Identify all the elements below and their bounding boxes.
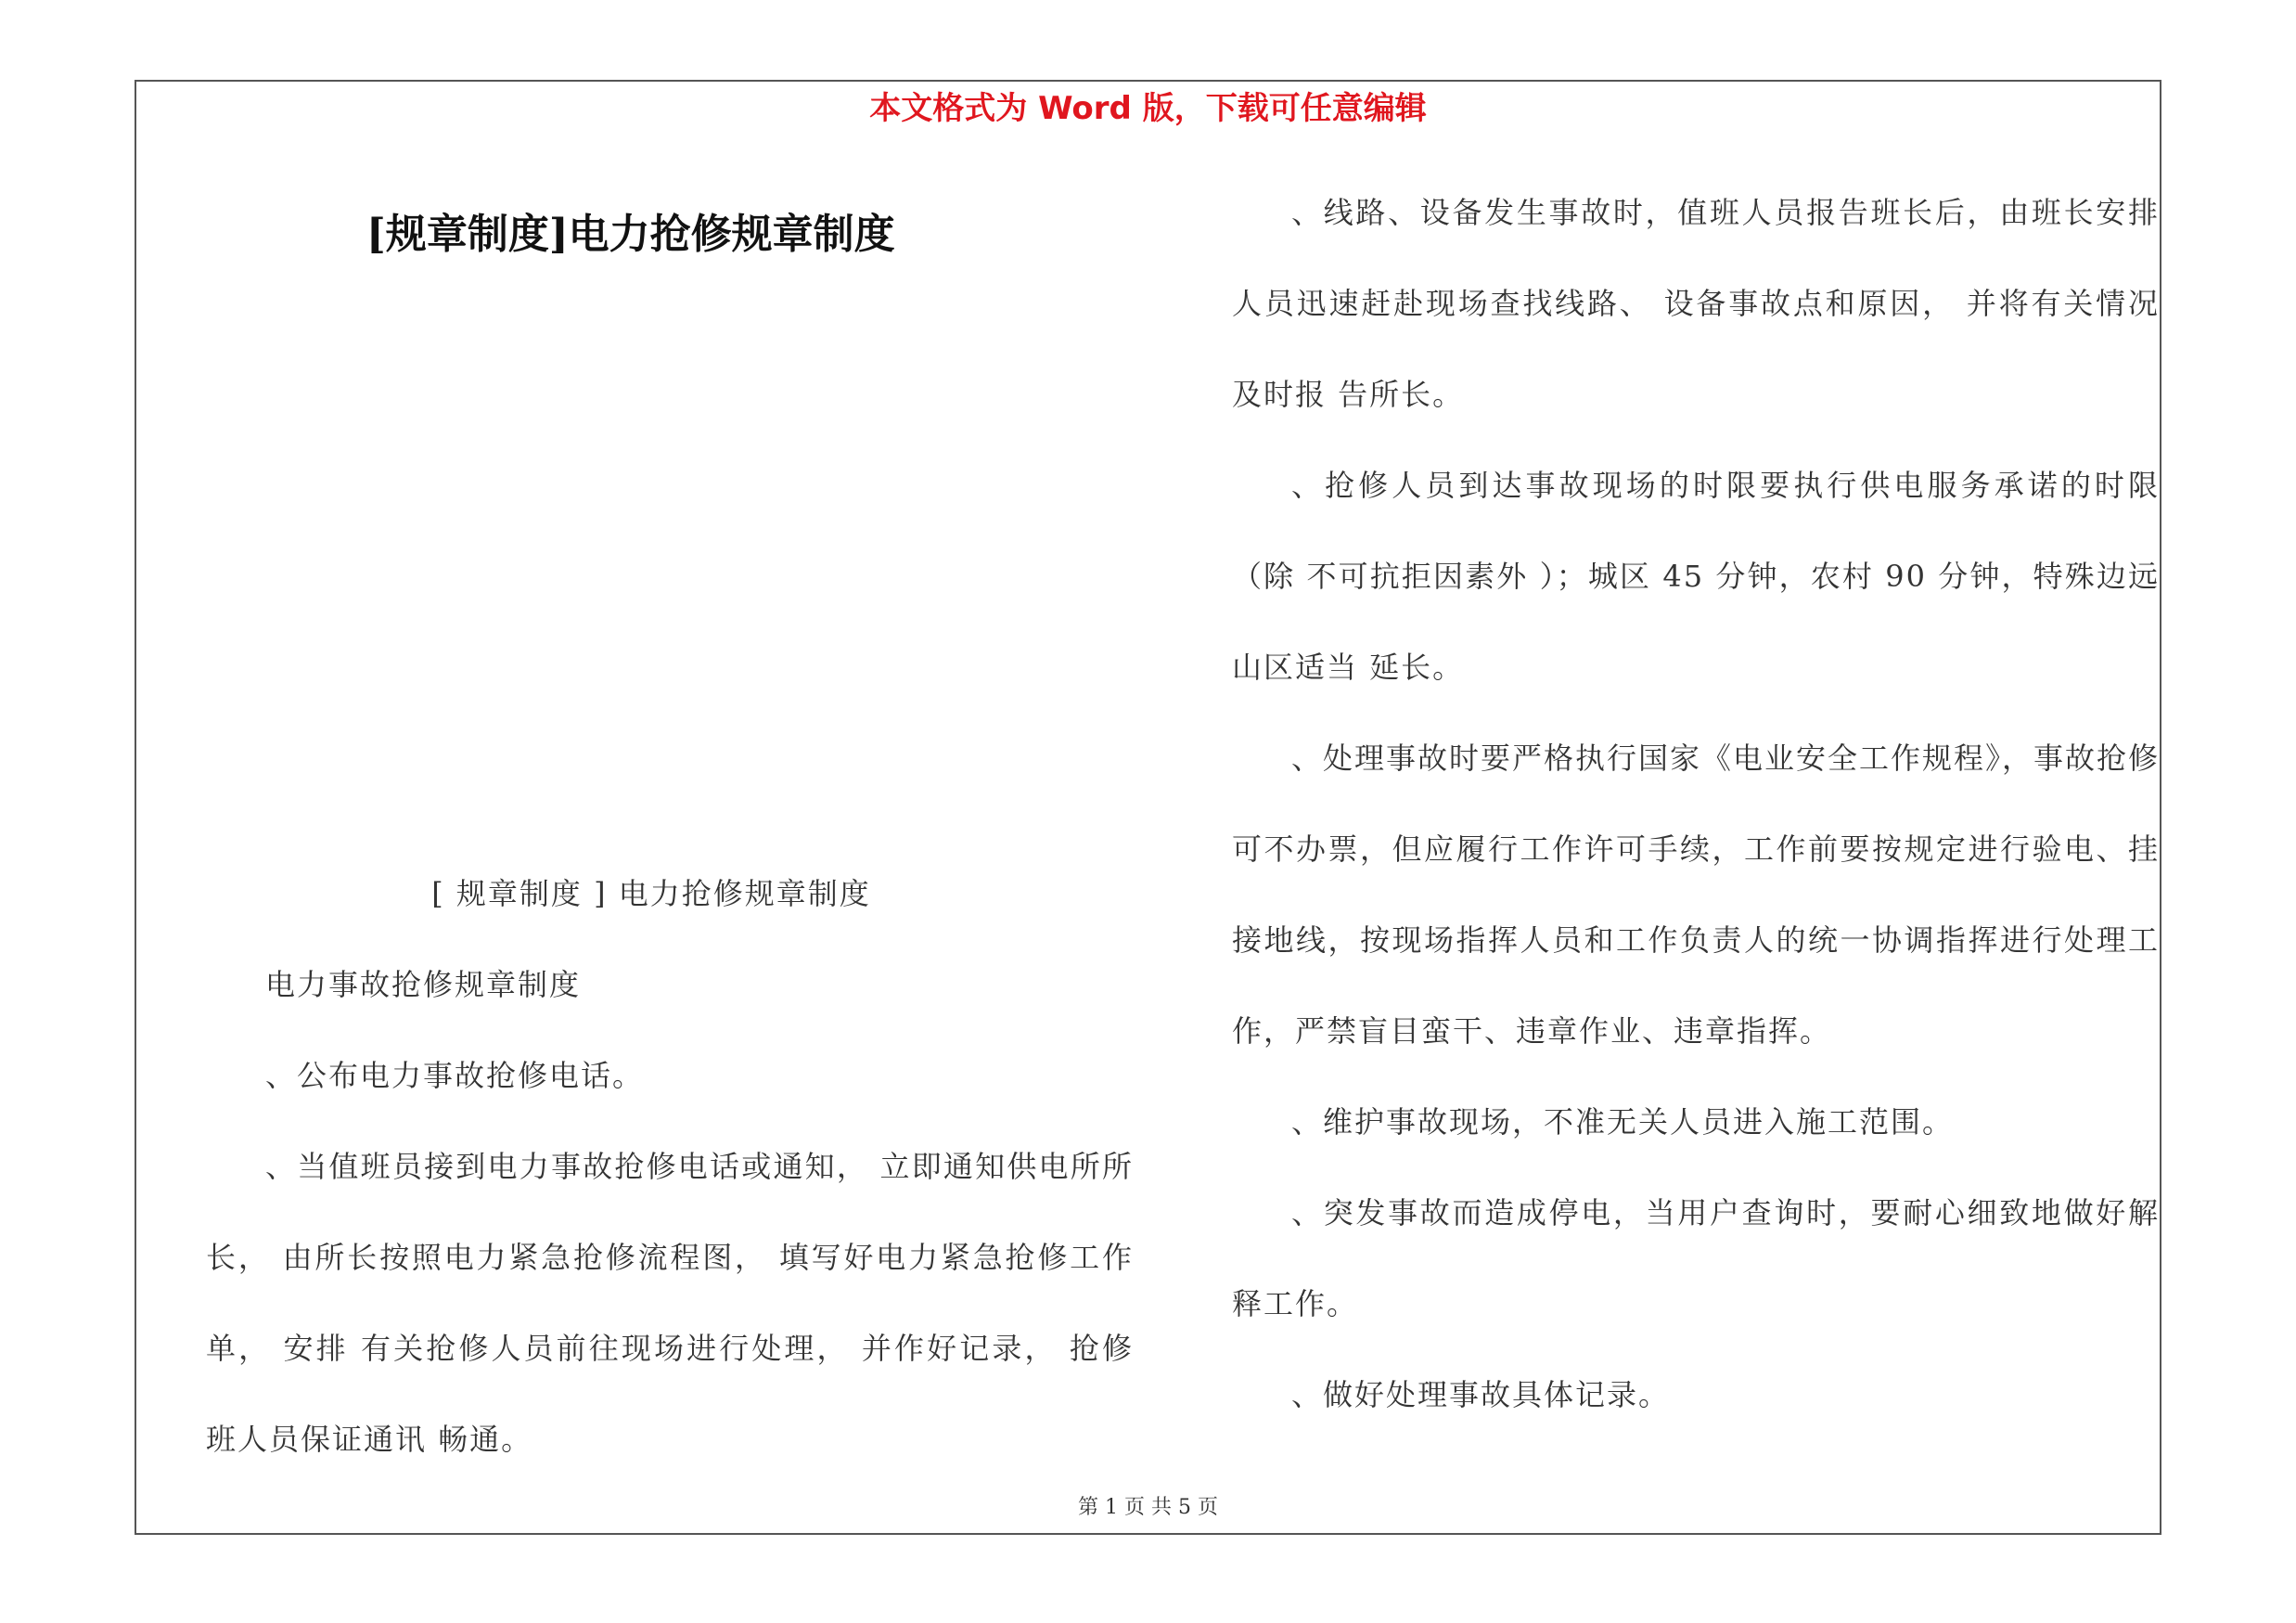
format-banner: 本文格式为 Word 版，下载可任意编辑 <box>869 90 1427 127</box>
right-column <box>1232 167 2160 1440</box>
paragraph: 、处理事故时要严格执行国家《电业安全工作规程》，事故抢修可不办票，但应履行工作许可手续，工作前要按规定进行验电、挂接地线，按现场指挥人员和工作负责人的统一协调指挥进行处理工作，严禁盲目蛮干、违章作业、违章指挥。 <box>1232 741 2161 1049</box>
section-heading: 电力事故抢修规章制度 <box>265 967 582 1002</box>
page-number: 第 1 页 共 5 页 <box>1078 1496 1218 1519</box>
paragraph: 、抢修人员到达事故现场的时限要执行供电服务承诺的时限（除 不可抗拒因素外 ）；城区 45 分钟，农村 90 分钟，特殊边远山区适当 延长。 <box>1232 468 2160 685</box>
paragraph: 、维护事故现场，不准无关人员进入施工范围。 <box>1291 1104 1955 1140</box>
left-column <box>206 848 1134 1485</box>
paragraph: 、当值班员接到电力事故抢修电话或通知， 立即通知供电所所长， 由所长按照电力紧急抢修流程图， 填写好电力紧急抢修工作单， 安排 有关抢修人员前往现场进行处理， 并作好记录， 抢修班人员保证通讯 畅通。 <box>206 1149 1134 1457</box>
document-title: [规章制度]电力抢修规章制度 <box>366 211 895 258</box>
document-subtitle: [ 规章制度 ] 电力抢修规章制度 <box>431 876 871 911</box>
paragraph: 、公布电力事故抢修电话。 <box>265 1058 645 1093</box>
paragraph: 、做好处理事故具体记录。 <box>1291 1377 1671 1412</box>
paragraph: 、线路、设备发生事故时，值班人员报告班长后，由班长安排人员迅速赶赴现场查找线路、 设备事故点和原因， 并将有关情况及时报 告所长。 <box>1232 195 2160 412</box>
paragraph: 、突发事故而造成停电，当用户查询时，要耐心细致地做好解释工作。 <box>1232 1195 2160 1321</box>
